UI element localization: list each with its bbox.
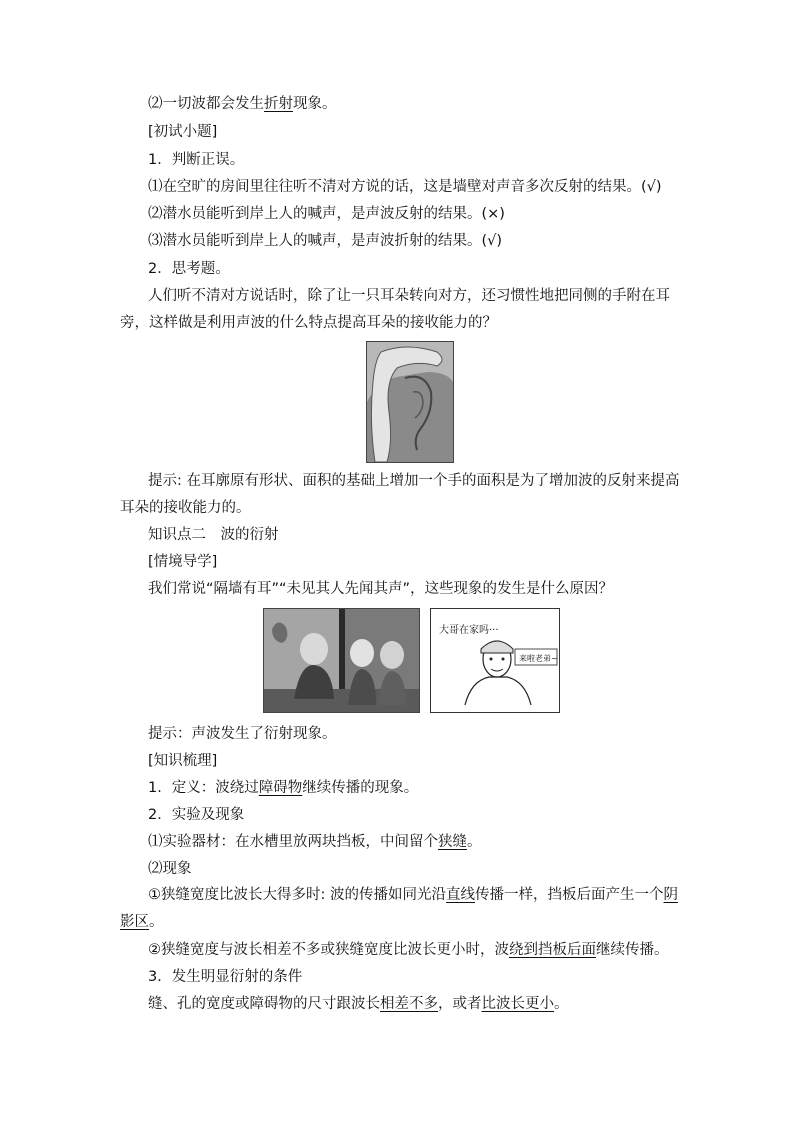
ear-hand-photo [366, 341, 454, 463]
answer-underline: 阴影区 [120, 887, 678, 930]
question-1-3: ⑶潜水员能听到岸上人的喊声，是声波折射的结果。(√) [148, 233, 503, 249]
experiment-phenomenon: ⑵现象 [148, 861, 192, 877]
condition-text: 缝、孔的宽度或障碍物的尺寸跟波长相差不多，或者比波长更小。 [148, 996, 569, 1012]
diffraction-condition: 3．发生明显衍射的条件 [148, 969, 303, 985]
phenomenon-1: ①狭缝宽度比波长大得多时: 波的传播如同光沿直线传播一样，挡板后面产生一个阴影区。 [120, 887, 678, 930]
speech-bubble-2: 来啦老弟~ [519, 654, 558, 663]
question-1-1: ⑴在空旷的房间里往往听不清对方说的话，这是墙壁对声音多次反射的结果。(√) [148, 179, 662, 195]
phenomenon-2: ②狭缝宽度与波长相差不多或狭缝宽度比波长更小时，波绕到挡板后面继续传播。 [148, 942, 669, 958]
answer-underline: 障碍物 [258, 780, 303, 796]
question-1-2: ⑵潜水员能听到岸上人的喊声，是声波反射的结果。(×) [148, 206, 505, 222]
situation-header: [情境导学] [148, 554, 218, 570]
situation-question: 我们常说“隔墙有耳”“未见其人先闻其声”，这些现象的发生是什么原因？ [148, 581, 614, 597]
cartoon-image [263, 608, 420, 713]
question-2: 2．思考题。 [148, 261, 230, 277]
knowledge-header: [知识梳理] [148, 753, 218, 769]
knowledge-point-2: 知识点二 波的衍射 [148, 527, 279, 543]
experiment-equipment: ⑴实验器材：在水槽里放两块挡板，中间留个狭缝。 [148, 834, 482, 850]
line-refraction: ⑵一切波都会发生折射现象。 [148, 96, 337, 112]
hint-2: 提示：声波发生了衍射现象。 [148, 726, 337, 742]
answer-underline: 折射 [264, 96, 293, 112]
hint-1: 提示: 在耳廓原有形状、面积的基础上增加一个手的面积是为了增加波的反射来提高耳朵的接收能力的。 [120, 473, 680, 516]
answer-underline: 相差不多 [380, 996, 438, 1012]
trial-header: [初试小题] [148, 124, 218, 140]
experiment: 2．实验及现象 [148, 807, 245, 823]
sketch-image [430, 608, 560, 713]
speech-bubble-1: 大哥在家吗··· [439, 625, 499, 636]
answer-underline: 绕到挡板后面 [509, 942, 596, 958]
answer-underline: 直线 [446, 887, 475, 903]
question-2-text: 人们听不清对方说话时，除了让一只耳朵转向对方，还习惯性地把同侧的手附在耳旁，这样做是利用声波的什么特点提高耳朵的接收能力的？ [120, 288, 670, 331]
answer-underline: 比波长更小 [481, 996, 554, 1012]
answer-underline: 狭缝 [438, 834, 467, 850]
definition: 1．定义：波绕过障碍物继续传播的现象。 [148, 780, 419, 796]
question-1: 1．判断正误。 [148, 152, 245, 168]
